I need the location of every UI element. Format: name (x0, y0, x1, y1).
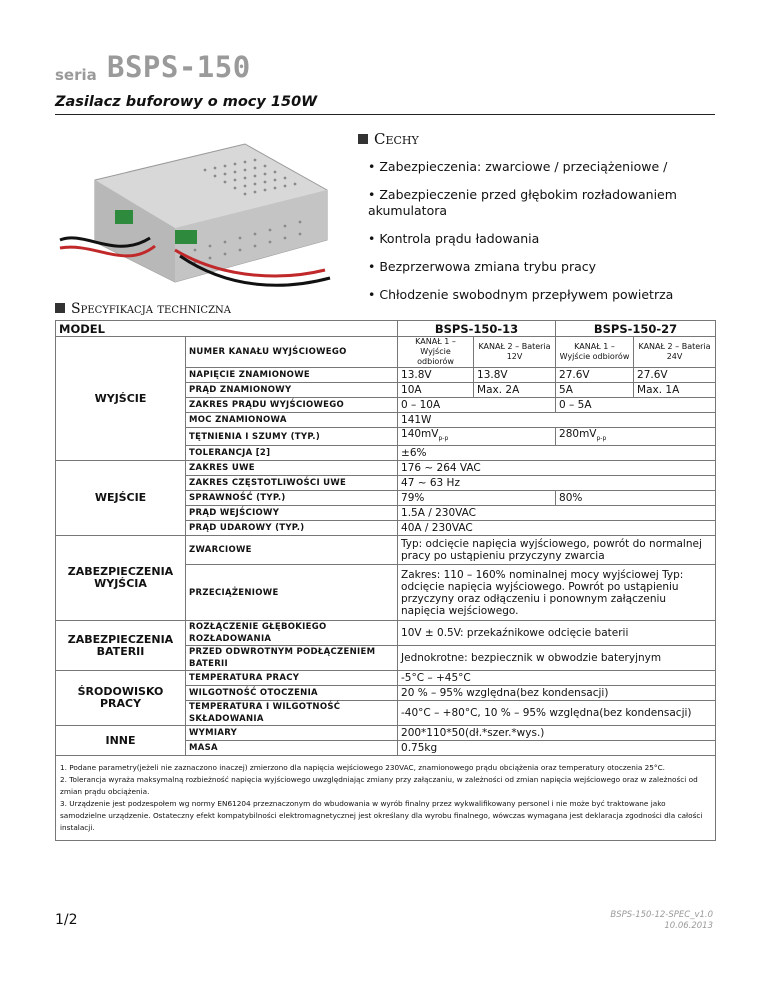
table-row (56, 337, 716, 368)
param-ripple: TĘTNIENIA I SZUMY (TYP.) (186, 428, 398, 446)
value-cell: -40°C – +80°C, 10 % – 95% względna(bez kondensacji) (398, 701, 716, 726)
value-cell: Zakres: 110 – 160% nominalnej mocy wyjściowej Typ: odcięcie napięcia wyjściowego. Powrót po ustąpieniu przyczyny oraz odłączeniu i ponownym załączeniu napięcia wejściowego. (398, 565, 716, 621)
features-heading (358, 130, 419, 148)
feature-item: • Chłodzenie swobodnym przepływem powietrza (368, 287, 674, 302)
notes-cell (56, 756, 716, 841)
table-row (56, 621, 716, 646)
param-input-voltage: ZAKRES UWE (186, 461, 398, 476)
model-title: BSPS-150 (107, 50, 251, 84)
group-output: WYJŚCIE (56, 337, 186, 461)
param-power: MOC ZNAMIONOWA (186, 413, 398, 428)
value-cell: 10A (398, 383, 474, 398)
note-3: 3. Urządzenie jest podzespołem wg normy EN61204 przeznaczonym do wbudowania w wyrób finalny przez wykwalifikowany personel i nie może być traktowane jako samodzielne urządzenie. Ostateczny efekt kompatybilności elektromagnetycznej jest określany dla wyrobu finalnego, wówczas wymagana jest deklaracja zgodności dla całości instalacji. (60, 799, 703, 833)
value-cell: 27.6V (634, 368, 716, 383)
value-cell: -5°C – +45°C (398, 671, 716, 686)
value-cell: Typ: odcięcie napięcia wyjściowego, powrót do normalnej pracy po ustąpieniu przyczyny zwarcia (398, 536, 716, 565)
value-cell: 20 % – 95% względna(bez kondensacji) (398, 686, 716, 701)
ripple-a-sub: p-p (438, 435, 449, 443)
value-cell: 40A / 230VAC (398, 521, 716, 536)
channel-b2: KANAŁ 2 – Bateria 24V (634, 337, 716, 368)
model-label: MODEL (56, 321, 398, 337)
value-cell: 27.6V (556, 368, 634, 383)
note-1: 1. Podane parametry(jeżeli nie zaznaczono inaczej) zmierzono dla napięcia wejściowego 230VAC, znamionowego prądu obciążenia oraz temperatury otoczenia 25°C. (60, 763, 665, 773)
value-cell: 0.75kg (398, 741, 716, 756)
value-cell: 13.8V (474, 368, 556, 383)
feature-item: • Zabezpieczenia: zwarciowe / przeciążeniowe / (368, 159, 668, 174)
features-list (368, 150, 713, 303)
param-efficiency: SPRAWNOŚĆ (TYP.) (186, 491, 398, 506)
value-cell: 10V ± 0.5V: przekaźnikowe odcięcie baterii (398, 621, 716, 646)
value-cell: 0 – 10A (398, 398, 556, 413)
table-row (56, 726, 716, 741)
model-a-header: BSPS-150-13 (398, 321, 556, 337)
ripple-a-value: 140mV (401, 428, 439, 440)
table-row (56, 536, 716, 565)
value-cell: Max. 1A (634, 383, 716, 398)
value-cell: Jednokrotne: bezpiecznik w obwodzie bateryjnym (398, 646, 716, 671)
table-row (56, 321, 716, 337)
param-inrush: PRĄD UDAROWY (TYP.) (186, 521, 398, 536)
value-cell: 5A (556, 383, 634, 398)
channel-b1: KANAŁ 1 – Wyjście odbiorów (556, 337, 634, 368)
value-cell: 80% (556, 491, 716, 506)
note-2: 2. Tolerancja wyraża maksymalną rozbieżność napięcia wyjściowego uwzględniając zmiany przy załączaniu, w zależności od zmian napięcia wejściowego oraz w zależności od zmian prądu obciążenia. (60, 775, 698, 797)
table-row (56, 671, 716, 686)
doc-id: BSPS-150-12-SPEC_v1.0 (610, 910, 713, 920)
param-short: ZWARCIOWE (186, 536, 398, 565)
table-row (56, 461, 716, 476)
page-number: 1/2 (55, 912, 78, 928)
value-cell: 0 – 5A (556, 398, 716, 413)
square-bullet-icon (358, 134, 368, 144)
param-tolerance: TOLERANCJA [2] (186, 446, 398, 461)
series-label: seria (55, 66, 97, 84)
param-channel: NUMER KANAŁU WYJŚCIOWEGO (186, 337, 398, 368)
ripple-b-value: 280mV (559, 428, 597, 440)
param-deep-discharge: ROZŁĄCZENIE GŁĘBOKIEGO ROZŁADOWANIA (186, 621, 398, 646)
model-b-header: BSPS-150-27 (556, 321, 716, 337)
group-other: INNE (56, 726, 186, 756)
ripple-b-sub: p-p (596, 435, 607, 443)
subtitle: Zasilacz buforowy o mocy 150W (55, 94, 318, 110)
value-cell: 176 ~ 264 VAC (398, 461, 716, 476)
spec-heading-text: Specyfikacja techniczna (71, 301, 231, 317)
channel-a1: KANAŁ 1 – Wyjście odbiorów (398, 337, 474, 368)
group-output-protection: ZABEZPIECZENIA WYJŚCIA (56, 536, 186, 621)
channel-a2: KANAŁ 2 – Bateria 12V (474, 337, 556, 368)
param-temperature: TEMPERATURA PRACY (186, 671, 398, 686)
title-divider (55, 114, 715, 115)
value-cell: 79% (398, 491, 556, 506)
param-nominal-current: PRĄD ZNAMIONOWY (186, 383, 398, 398)
value-cell: 13.8V (398, 368, 474, 383)
param-storage: TEMPERATURA I WILGOTNOŚĆ SKŁADOWANIA (186, 701, 398, 726)
doc-date: 10.06.2013 (664, 921, 713, 931)
value-cell (398, 428, 556, 446)
param-frequency: ZAKRES CZĘSTOTLIWOŚCI UWE (186, 476, 398, 491)
value-cell: 141W (398, 413, 716, 428)
value-cell (556, 428, 716, 446)
table-row (56, 756, 716, 841)
spec-heading (55, 301, 231, 317)
footer-info (610, 910, 713, 932)
param-nominal-voltage: NAPIĘCIE ZNAMIONOWE (186, 368, 398, 383)
feature-item: • Zabezpieczenie przed głębokim rozładowaniem akumulatora (368, 187, 677, 218)
value-cell: ±6% (398, 446, 716, 461)
param-humidity: WILGOTNOŚĆ OTOCZENIA (186, 686, 398, 701)
value-cell: 47 ~ 63 Hz (398, 476, 716, 491)
group-input: WEJŚCIE (56, 461, 186, 536)
square-bullet-icon (55, 303, 65, 313)
feature-item: • Bezprzerwowa zmiana trybu pracy (368, 259, 597, 274)
param-overload: PRZECIĄŻENIOWE (186, 565, 398, 621)
group-battery-protection: ZABEZPIECZENIA BATERII (56, 621, 186, 671)
value-cell: Max. 2A (474, 383, 556, 398)
param-input-current: PRĄD WEJŚCIOWY (186, 506, 398, 521)
spec-table (55, 320, 716, 841)
feature-item: • Kontrola prądu ładowania (368, 231, 540, 246)
product-photo (55, 130, 343, 290)
param-reverse: PRZED ODWROTNYM PODŁĄCZENIEM BATERII (186, 646, 398, 671)
param-dimensions: WYMIARY (186, 726, 398, 741)
features-heading-text: Cechy (374, 130, 419, 148)
param-current-range: ZAKRES PRĄDU WYJŚCIOWEGO (186, 398, 398, 413)
group-environment: ŚRODOWISKO PRACY (56, 671, 186, 726)
value-cell: 1.5A / 230VAC (398, 506, 716, 521)
param-mass: MASA (186, 741, 398, 756)
value-cell: 200*110*50(dł.*szer.*wys.) (398, 726, 716, 741)
